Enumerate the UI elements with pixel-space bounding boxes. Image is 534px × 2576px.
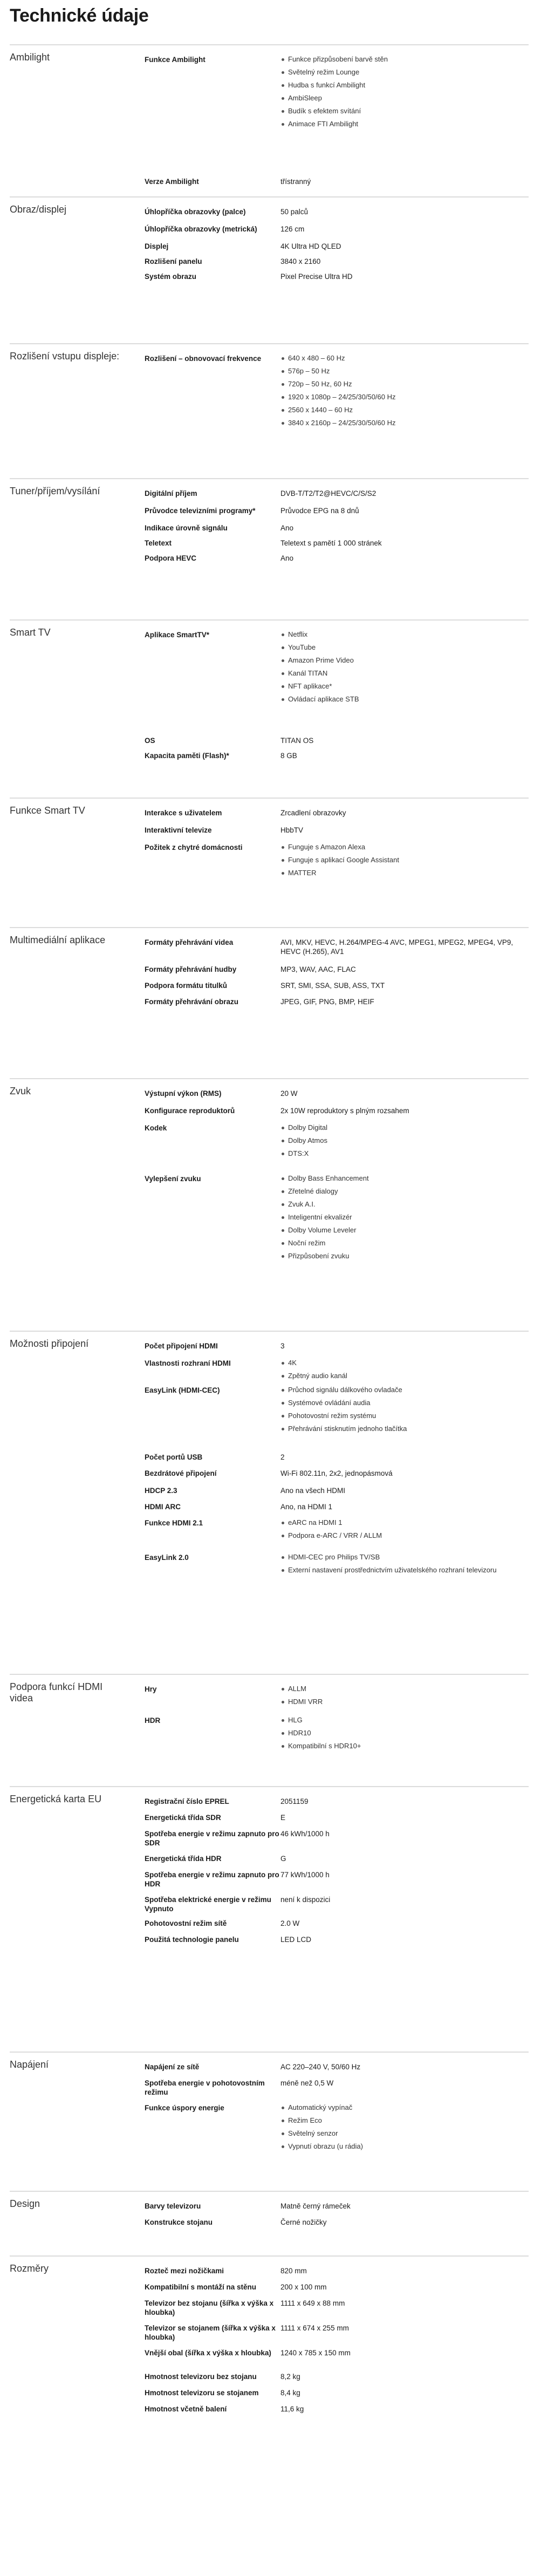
spec-label: Hmotnost televizoru se stojanem — [145, 2389, 259, 2397]
spec-value: 1111 x 649 x 88 mm — [280, 2299, 345, 2307]
spec-value: SRT, SMI, SSA, SUB, ASS, TXT — [280, 982, 385, 990]
spec-value-list — [280, 1685, 529, 1710]
spec-label: Rozteč mezi nožičkami — [145, 2267, 224, 2275]
spec-value: DVB-T/T2/T2@HEVC/C/S/S2 — [280, 489, 376, 498]
spec-value: E — [280, 1814, 286, 1822]
spec-label: Vnější obal (šířka x výška x hloubka) — [145, 2349, 271, 2357]
spec-value-item: Noční režim — [280, 1239, 529, 1248]
section-divider — [10, 619, 529, 621]
section-divider — [10, 196, 529, 197]
spec-value-list — [280, 55, 529, 133]
spec-value: 2051159 — [280, 1797, 309, 1805]
spec-label: Energetická třída HDR — [145, 1855, 222, 1863]
spec-label: Konfigurace reproduktorů — [145, 1107, 235, 1115]
section-title: Možnosti připojení — [10, 1338, 89, 1349]
spec-value: Teletext s pamětí 1 000 stránek — [280, 539, 382, 547]
section-title: Zvuk — [10, 1086, 31, 1096]
spec-label: Funkce Ambilight — [145, 56, 206, 64]
spec-label: Úhlopříčka obrazovky (metrická) — [145, 225, 257, 233]
spec-label: Funkce HDMI 2.1 — [145, 1519, 203, 1527]
spec-value-list — [280, 2103, 529, 2155]
section-title: Obraz/displej — [10, 204, 67, 215]
spec-value-list — [280, 1123, 529, 1162]
spec-label: EasyLink (HDMI-CEC) — [145, 1386, 220, 1394]
spec-value: 2 — [280, 1453, 285, 1461]
spec-label: Kodek — [145, 1124, 167, 1132]
section-divider — [10, 2191, 529, 2192]
spec-label: HDCP 2.3 — [145, 1487, 177, 1495]
spec-value: 2.0 W — [280, 1919, 300, 1927]
spec-label: HDR — [145, 1716, 161, 1725]
spec-label: Průvodce televizními programy* — [145, 507, 256, 515]
spec-value: Matně černý rámeček — [280, 2202, 351, 2210]
page-title: Technické údaje — [10, 5, 149, 26]
spec-value-list — [280, 1386, 529, 1437]
spec-value: HbbTV — [280, 826, 304, 834]
spec-value: LED LCD — [280, 1936, 312, 1944]
spec-value: 8,4 kg — [280, 2389, 300, 2397]
spec-value: MP3, WAV, AAC, FLAC — [280, 965, 356, 973]
spec-value: AC 220–240 V, 50/60 Hz — [280, 2063, 361, 2071]
spec-value: 4K Ultra HD QLED — [280, 242, 341, 250]
spec-label: Spotřeba elektrické energie v režimu Vypnuto — [145, 1896, 271, 1913]
spec-label: Televizor bez stojanu (šířka x výška x hloubka) — [145, 2299, 274, 2316]
spec-value: 11,6 kg — [280, 2405, 304, 2413]
spec-value: 20 W — [280, 1089, 298, 1098]
spec-value: Ano, na HDMI 1 — [280, 1503, 333, 1511]
spec-value: není k dispozici — [280, 1896, 331, 1904]
section-divider — [10, 478, 529, 479]
spec-value-item: Hudba s funkcí Ambilight — [280, 81, 529, 90]
spec-value-item: Režim Eco — [280, 2116, 529, 2125]
spec-value-item: ALLM — [280, 1685, 529, 1693]
spec-value-item: 720p – 50 Hz, 60 Hz — [280, 380, 529, 389]
spec-value-item: YouTube — [280, 643, 529, 652]
section-title: Podpora funkcí HDMI videa — [10, 1681, 103, 1703]
spec-value-item: Budík s efektem svítání — [280, 107, 529, 115]
spec-value-item: Světelný senzor — [280, 2129, 529, 2138]
section-title: Ambilight — [10, 52, 50, 63]
spec-value-item: Kompatibilní s HDR10+ — [280, 1742, 529, 1750]
spec-value-item: HDMI-CEC pro Philips TV/SB — [280, 1553, 529, 1562]
spec-value: Černé nožičky — [280, 2218, 327, 2226]
spec-value-item: Průchod signálu dálkového ovladače — [280, 1386, 529, 1394]
spec-value-item: Funguje s Amazon Alexa — [280, 843, 529, 851]
section-title: Tuner/příjem/vysílání — [10, 486, 100, 496]
spec-value: 3 — [280, 1342, 285, 1350]
section-divider — [10, 798, 529, 799]
spec-value: 8 GB — [280, 752, 297, 760]
spec-value-item: Podpora e-ARC / VRR / ALLM — [280, 1531, 529, 1540]
spec-value-item: Kanál TITAN — [280, 669, 529, 678]
spec-value-item: Světelný režim Lounge — [280, 68, 529, 77]
spec-label: Spotřeba energie v režimu zapnuto pro SDR — [145, 1830, 279, 1847]
spec-value: 126 cm — [280, 225, 305, 233]
spec-value-item: Dolby Bass Enhancement — [280, 1174, 529, 1183]
spec-label: Rozlišení panelu — [145, 257, 202, 265]
spec-value-item: 640 x 480 – 60 Hz — [280, 354, 529, 363]
spec-label: Verze Ambilight — [145, 178, 199, 186]
spec-value-list — [280, 1359, 529, 1385]
spec-value: 46 kWh/1000 h — [280, 1830, 330, 1838]
spec-label: Bezdrátové připojení — [145, 1469, 217, 1477]
spec-label: Kapacita paměti (Flash)* — [145, 752, 229, 760]
spec-value-item: Animace FTI Ambilight — [280, 120, 529, 128]
spec-label: Podpora formátu titulků — [145, 982, 227, 990]
spec-label: Podpora HEVC — [145, 554, 197, 562]
spec-value-list — [280, 1553, 529, 1579]
spec-value: 1111 x 674 x 255 mm — [280, 2324, 349, 2332]
spec-label: EasyLink 2.0 — [145, 1553, 189, 1562]
spec-value-item: Dolby Volume Leveler — [280, 1226, 529, 1235]
spec-label: Formáty přehrávání videa — [145, 938, 234, 946]
spec-value-item: HDMI VRR — [280, 1698, 529, 1706]
section-title: Design — [10, 2198, 40, 2209]
spec-value-item: Pohotovostní režim systému — [280, 1412, 529, 1420]
spec-value-item: Dolby Digital — [280, 1123, 529, 1132]
section-title: Smart TV — [10, 627, 51, 638]
spec-value: 8,2 kg — [280, 2373, 300, 2381]
spec-value-list — [280, 843, 529, 882]
section-title: Rozlišení vstupu displeje: — [10, 351, 120, 362]
spec-value: JPEG, GIF, PNG, BMP, HEIF — [280, 998, 374, 1006]
section-divider — [10, 2052, 529, 2053]
section-divider — [10, 1786, 529, 1787]
spec-label: Funkce úspory energie — [145, 2104, 224, 2112]
spec-label: Kompatibilní s montáží na stěnu — [145, 2283, 257, 2291]
spec-value-item: Funkce přizpůsobení barvě stěn — [280, 55, 529, 64]
spec-value-item: Zřetelné dialogy — [280, 1187, 529, 1196]
spec-value-item: Přizpůsobení zvuku — [280, 1252, 529, 1260]
section-title: Energetická karta EU — [10, 1794, 102, 1804]
spec-value-item: Amazon Prime Video — [280, 656, 529, 665]
spec-value-item: Ovládací aplikace STB — [280, 695, 529, 704]
spec-label: Počet připojení HDMI — [145, 1342, 218, 1350]
spec-label: Počet portů USB — [145, 1453, 203, 1461]
spec-value: 820 mm — [280, 2267, 307, 2275]
spec-label: Pohotovostní režim sítě — [145, 1919, 227, 1927]
spec-label: Vylepšení zvuku — [145, 1175, 201, 1183]
spec-label: Aplikace SmartTV* — [145, 631, 210, 639]
spec-value-item: DTS:X — [280, 1149, 529, 1158]
section-divider — [10, 1331, 529, 1332]
spec-value: Ano na všech HDMI — [280, 1487, 346, 1495]
spec-value: Wi-Fi 802.11n, 2x2, jednopásmová — [280, 1469, 393, 1477]
spec-label: Konstrukce stojanu — [145, 2218, 213, 2226]
section-divider — [10, 44, 529, 45]
spec-label: Spotřeba energie v pohotovostním režimu — [145, 2079, 265, 2096]
spec-value-item: eARC na HDMI 1 — [280, 1518, 529, 1527]
spec-label: HDMI ARC — [145, 1503, 181, 1511]
spec-label: Registrační číslo EPREL — [145, 1797, 229, 1805]
spec-value-item: Systémové ovládání audia — [280, 1399, 529, 1407]
spec-label: Interaktivní televize — [145, 826, 212, 834]
spec-value: 77 kWh/1000 h — [280, 1871, 330, 1879]
spec-value-item: Vypnutí obrazu (u rádia) — [280, 2142, 529, 2151]
spec-value-item: 2560 x 1440 – 60 Hz — [280, 406, 529, 414]
section-divider — [10, 2255, 529, 2257]
spec-value: Průvodce EPG na 8 dnů — [280, 507, 359, 515]
spec-value-list — [280, 1518, 529, 1544]
spec-value-item: 3840 x 2160p – 24/25/30/50/60 Hz — [280, 419, 529, 427]
spec-value-item: 4K — [280, 1359, 529, 1367]
spec-value-item: HLG — [280, 1716, 529, 1725]
section-title: Rozměry — [10, 2263, 49, 2274]
spec-value: Pixel Precise Ultra HD — [280, 272, 353, 281]
spec-label: Teletext — [145, 539, 172, 547]
spec-label: Formáty přehrávání obrazu — [145, 998, 239, 1006]
spec-value: Ano — [280, 554, 294, 562]
spec-label: Hmotnost televizoru bez stojanu — [145, 2373, 257, 2381]
spec-value-item: NFT aplikace* — [280, 682, 529, 691]
section-title: Napájení — [10, 2059, 49, 2070]
section-divider — [10, 343, 529, 344]
spec-label: Hmotnost včetně balení — [145, 2405, 227, 2413]
spec-value-item: Dolby Atmos — [280, 1136, 529, 1145]
section-divider — [10, 1674, 529, 1675]
spec-value: Ano — [280, 524, 294, 532]
spec-value-item: Zvuk A.I. — [280, 1200, 529, 1209]
spec-label: Formáty přehrávání hudby — [145, 965, 237, 973]
spec-value-item: 576p – 50 Hz — [280, 367, 529, 376]
section-title: Multimediální aplikace — [10, 935, 106, 945]
spec-value: TITAN OS — [280, 737, 314, 745]
section-divider — [10, 927, 529, 928]
spec-label: Televizor se stojanem (šířka x výška x hloubka) — [145, 2324, 276, 2341]
spec-label: Požitek z chytré domácnosti — [145, 843, 243, 851]
spec-value-list — [280, 354, 529, 432]
spec-value-list — [280, 1716, 529, 1755]
spec-value: třístranný — [280, 178, 311, 186]
spec-value-item: 1920 x 1080p – 24/25/30/50/60 Hz — [280, 393, 529, 401]
spec-value-item: Automatický vypínač — [280, 2103, 529, 2112]
spec-value-item: AmbiSleep — [280, 94, 529, 103]
spec-label: Vlastnosti rozhraní HDMI — [145, 1359, 231, 1367]
spec-value: 50 palců — [280, 208, 309, 216]
spec-label: Systém obrazu — [145, 272, 197, 281]
spec-label: Napájení ze sítě — [145, 2063, 200, 2071]
spec-value-item: Inteligentní ekvalizér — [280, 1213, 529, 1222]
spec-value: Zrcadlení obrazovky — [280, 809, 346, 817]
spec-value-item: Externí nastavení prostřednictvím uživatelského rozhraní televizoru — [280, 1566, 529, 1575]
spec-label: Hry — [145, 1685, 157, 1693]
spec-label: Použitá technologie panelu — [145, 1936, 239, 1944]
spec-value-item: Přehrávání stisknutím jednoho tlačítka — [280, 1425, 529, 1433]
spec-label: Spotřeba energie v režimu zapnuto pro HDR — [145, 1871, 279, 1888]
spec-label: Energetická třída SDR — [145, 1814, 221, 1822]
spec-label: Interakce s uživatelem — [145, 809, 222, 817]
spec-value: 3840 x 2160 — [280, 257, 321, 265]
spec-value-item: Zpětný audio kanál — [280, 1372, 529, 1380]
spec-value: G — [280, 1855, 286, 1863]
spec-value: 200 x 100 mm — [280, 2283, 327, 2291]
spec-value-item: MATTER — [280, 869, 529, 877]
spec-label: Displej — [145, 242, 169, 250]
spec-label: OS — [145, 737, 155, 745]
spec-value-list — [280, 1174, 529, 1265]
spec-label: Výstupní výkon (RMS) — [145, 1089, 222, 1098]
section-title: Funkce Smart TV — [10, 805, 85, 816]
spec-label: Rozlišení – obnovovací frekvence — [145, 355, 262, 363]
spec-label: Barvy televizoru — [145, 2202, 201, 2210]
spec-value-item: Netflix — [280, 630, 529, 639]
section-divider — [10, 1078, 529, 1079]
spec-label: Úhlopříčka obrazovky (palce) — [145, 208, 246, 216]
spec-value: méně než 0,5 W — [280, 2079, 334, 2087]
spec-label: Indikace úrovně signálu — [145, 524, 228, 532]
spec-label: Digitální příjem — [145, 489, 197, 498]
spec-value-item: Funguje s aplikací Google Assistant — [280, 856, 529, 864]
spec-value-list — [280, 630, 529, 708]
spec-value: AVI, MKV, HEVC, H.264/MPEG-4 AVC, MPEG1, MPEG2, MPEG4, VP9, HEVC (H.265), AV1 — [280, 938, 514, 956]
spec-value-item: HDR10 — [280, 1729, 529, 1737]
spec-value: 2x 10W reproduktory s plným rozsahem — [280, 1107, 409, 1115]
spec-value: 1240 x 785 x 150 mm — [280, 2349, 351, 2357]
